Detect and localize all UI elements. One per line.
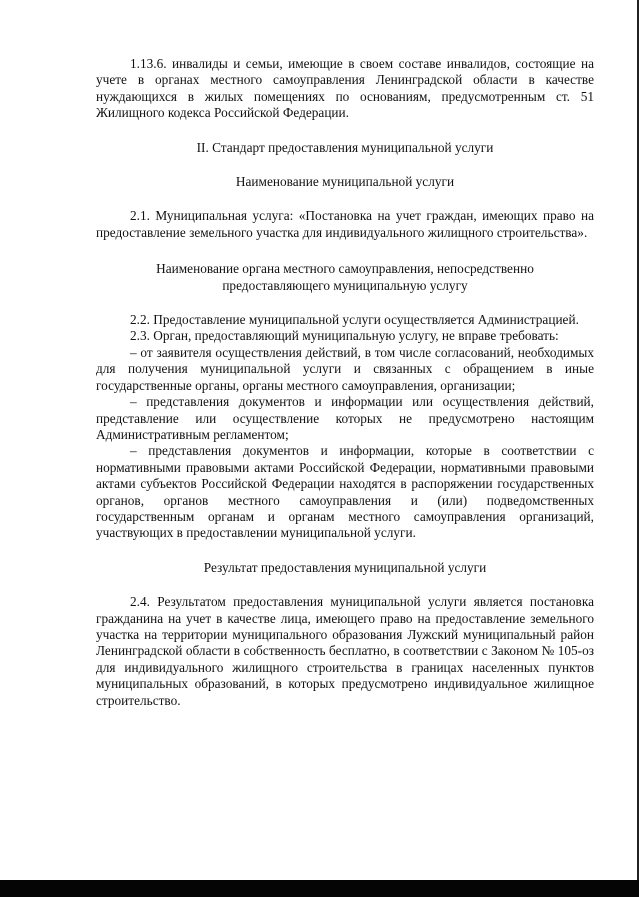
scan-bottom-band: [0, 880, 639, 897]
list-item-dash-1: – от заявителя осуществления действий, в том числе согласований, необходимых для получения муниципальной услуги и связанных с обращением в иные государственные органы, органы местного самоуправления, организации;: [96, 344, 594, 393]
heading-body-line-1: Наименование органа местного самоуправления, непосредственно: [156, 261, 534, 277]
paragraph-2-2: 2.2. Предоставление муниципальной услуги осуществляется Администрацией.: [130, 312, 579, 328]
list-item-dash-3: – представления документов и информации, которые в соответствии с нормативными правовыми актами Российской Федерации, нормативными правовыми актами субъектов Российской Федерации находятся в распоряжении государственных органов, органов местного самоуправления и (или) подведомственных государственным органам и органам местного самоуправления организаций, участвующих в предоставлении муниципальной услуги.: [96, 443, 594, 541]
paragraph-1-13-6: 1.13.6. инвалиды и семьи, имеющие в своем составе инвалидов, состоящие на учете в органах местного самоуправления Ленинградской области в качестве нуждающихся в жилых помещениях по основаниям, предусмотренным ст. 51 Жилищного кодекса Российской Федерации.: [96, 56, 594, 121]
heading-result: Результат предоставления муниципальной услуги: [203, 559, 487, 575]
section-title: II. Стандарт предоставления муниципальной услуги: [196, 139, 494, 155]
document-body: [96, 56, 594, 709]
heading-service-name: Наименование муниципальной услуги: [235, 174, 455, 190]
heading-body-line-2: предоставляющего муниципальную услугу: [222, 277, 468, 293]
paragraph-2-4: 2.4. Результатом предоставления муниципальной услуги является постановка гражданина на учет в качестве лица, имеющего право на предоставление земельного участка на территории муниципального образования Лужский муниципальный район Ленинградской области в собственность бесплатно, в соответствии с Законом № 105-оз для индивидуального жилищного строительства в границах населенных пунктов муниципальных образований, в которых предусмотрено индивидуальное жилищное строительство.: [96, 594, 594, 708]
paragraph-2-1: 2.1. Муниципальная услуга: «Постановка на учет граждан, имеющих право на предоставление земельного участка для индивидуального жилищного строительства».: [96, 208, 594, 240]
paragraph-2-3: 2.3. Орган, предоставляющий муниципальную услугу, не вправе требовать:: [130, 328, 559, 344]
list-item-dash-2: – представления документов и информации или осуществления действий, представление или осуществление которых не предусмотрено настоящим Административным регламентом;: [96, 394, 594, 442]
